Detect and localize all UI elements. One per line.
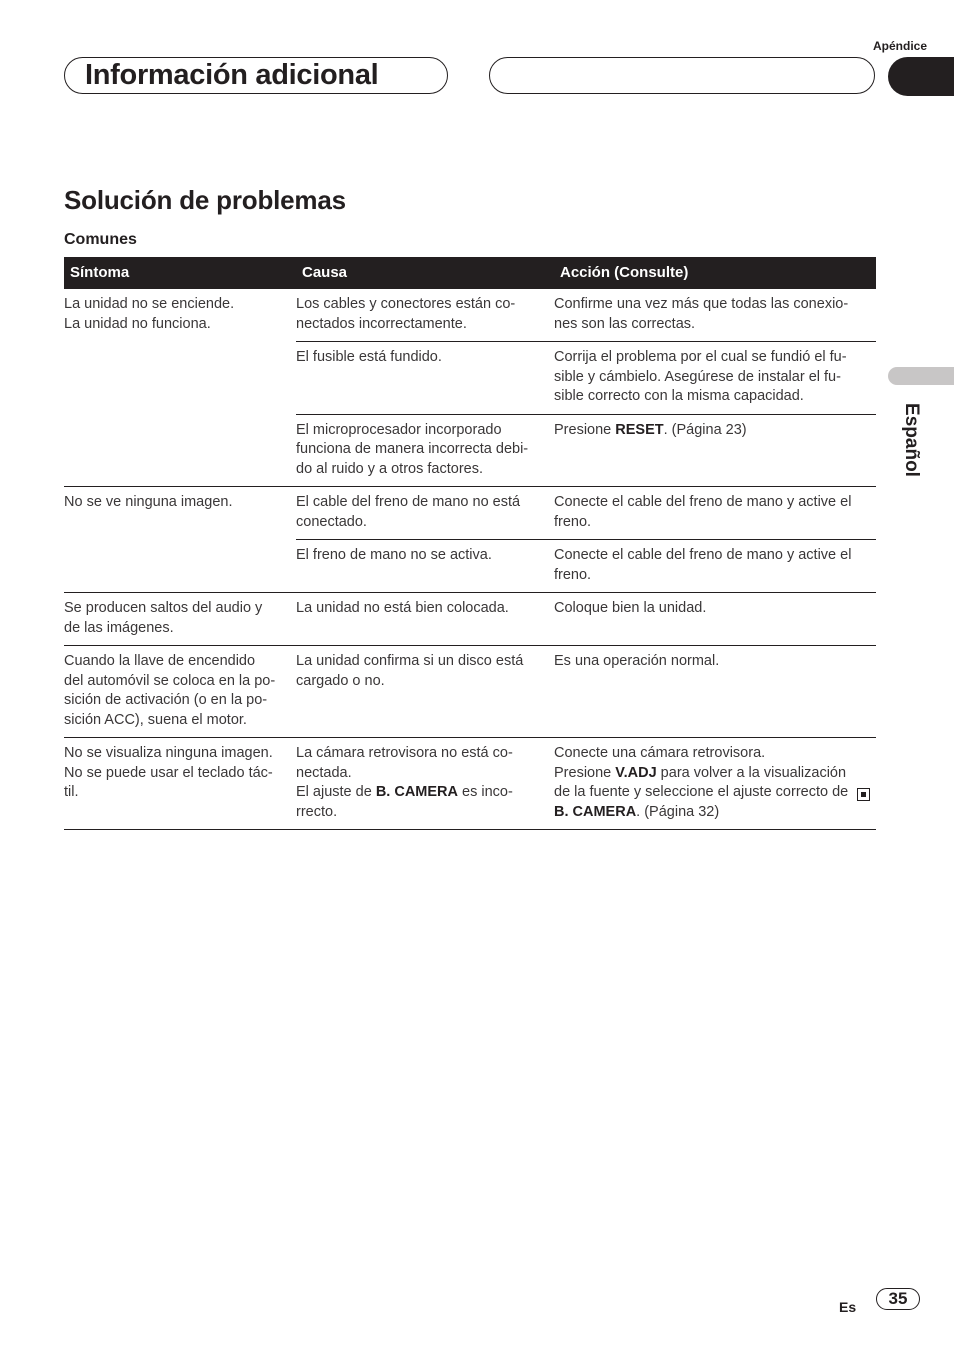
cause-text: cargado o no. (296, 672, 385, 689)
cause-text: La cámara retrovisora no está co- (296, 745, 513, 761)
action-text: de la fuente y seleccione el ajuste correcto de (554, 784, 849, 800)
action-suffix: . (Página 32) (636, 803, 720, 820)
symptom-text: La unidad no funciona. (64, 315, 211, 332)
action-text: Conecte el cable del freno de mano y active el (554, 547, 852, 563)
action-text: Confirme una vez más que todas las conexio- (554, 296, 849, 312)
vadj-key-label: V.ADJ (615, 764, 657, 781)
table-row (64, 738, 876, 830)
symptom-text: Cuando la llave de encendido (64, 653, 256, 669)
page-number: 35 (876, 1288, 920, 1310)
symptom-cell (64, 289, 296, 487)
cause-text: Los cables y conectores están co- (296, 296, 516, 312)
action-suffix: . (Página 23) (663, 421, 747, 438)
cause-text: funciona de manera incorrecta debi- (296, 441, 529, 457)
bcamera-setting-label: B. CAMERA (375, 784, 458, 800)
symptom-cell (64, 593, 296, 646)
cause-text: nectados incorrectamente. (296, 315, 467, 332)
action-text: Corrija el problema por el cual se fundió el fu- (554, 349, 847, 365)
symptom-text: sición ACC), suena el motor. (64, 711, 247, 728)
cause-text: El freno de mano no se activa. (296, 547, 492, 563)
section-title-pill (64, 57, 448, 94)
action-text: nes son las correctas. (554, 315, 696, 332)
cause-text: do al ruido y a otros factores. (296, 460, 483, 477)
symptom-text: La unidad no se enciende. (64, 296, 235, 312)
action-text: Coloque bien la unidad. (554, 600, 707, 616)
action-prefix: Presione (554, 421, 616, 438)
action-text: sible correcto con la misma capacidad. (554, 388, 804, 404)
action-prefix: Presione (554, 764, 616, 781)
action-cell (554, 342, 876, 415)
troubleshooting-table (64, 257, 876, 830)
symptom-text: No se puede usar el teclado tác- (64, 764, 273, 781)
action-text: Conecte una cámara retrovisora. (554, 745, 766, 761)
symptom-cell (64, 738, 296, 830)
symptom-cell (64, 646, 296, 738)
action-text (554, 803, 872, 823)
cause-text: El microprocesador incorporado (296, 421, 502, 438)
cause-cell (296, 289, 554, 342)
symptom-cell (64, 487, 296, 593)
action-cell (554, 289, 876, 342)
cause-prefix: El ajuste de (296, 784, 376, 800)
reset-key-label: RESET (615, 421, 664, 438)
blank-header-pill (489, 57, 875, 94)
action-text: freno. (554, 566, 592, 583)
appendix-label: Apéndice (872, 39, 927, 53)
action-cell (554, 487, 876, 540)
cause-cell (296, 342, 554, 415)
action-text: Es una operación normal. (554, 653, 720, 669)
cause-cell (296, 738, 554, 830)
cause-cell (296, 540, 554, 593)
header-cause: Causa (296, 257, 554, 289)
header-action: Acción (Consulte) (554, 257, 876, 289)
table-row (64, 289, 876, 342)
cause-cell (296, 414, 554, 487)
cause-text: conectado. (296, 513, 367, 530)
cause-text: La unidad confirma si un disco está (296, 653, 524, 669)
action-text: sible y cámbielo. Asegúrese de instalar el fu- (554, 368, 841, 385)
action-cell (554, 738, 876, 830)
cause-text: La unidad no está bien colocada. (296, 600, 509, 616)
cause-text: El fusible está fundido. (296, 349, 442, 365)
action-text (554, 421, 872, 441)
symptom-text: de las imágenes. (64, 619, 174, 636)
section-title: Información adicional (85, 59, 379, 91)
cause-cell (296, 487, 554, 540)
action-cell (554, 540, 876, 593)
symptom-text: Se producen saltos del audio y (64, 600, 263, 616)
cause-text: rrecto. (296, 803, 338, 820)
cause-cell (296, 646, 554, 738)
cause-text (296, 783, 550, 803)
table-row (64, 487, 876, 540)
table-header-row (64, 257, 876, 289)
action-text: freno. (554, 513, 592, 530)
action-text (554, 764, 872, 784)
end-of-section-icon (857, 788, 870, 801)
action-suffix: para volver a la visualización (656, 764, 847, 781)
footer-language-code: Es (839, 1299, 857, 1315)
action-text: Conecte el cable del freno de mano y active el (554, 494, 852, 510)
header-symptom: Síntoma (64, 257, 296, 289)
language-edge-tab (888, 367, 954, 385)
cause-text: El cable del freno de mano no está (296, 494, 521, 510)
cause-suffix: es inco- (457, 784, 513, 800)
bcamera-setting-label: B. CAMERA (554, 803, 637, 820)
symptom-text: del automóvil se coloca en la po- (64, 672, 276, 689)
symptom-text: sición de activación (o en la po- (64, 692, 268, 708)
table-subtitle: Comunes (64, 231, 137, 248)
symptom-text: til. (64, 784, 79, 800)
language-label: Español (901, 403, 922, 477)
black-edge-tab (888, 57, 954, 96)
cause-cell (296, 593, 554, 646)
action-cell (554, 593, 876, 646)
page-title: Solución de problemas (64, 185, 346, 215)
symptom-text: No se visualiza ninguna imagen. (64, 745, 273, 761)
table-row (64, 593, 876, 646)
action-cell (554, 646, 876, 738)
symptom-text: No se ve ninguna imagen. (64, 494, 233, 510)
action-cell (554, 414, 876, 487)
cause-text: nectada. (296, 764, 352, 781)
table-row (64, 646, 876, 738)
